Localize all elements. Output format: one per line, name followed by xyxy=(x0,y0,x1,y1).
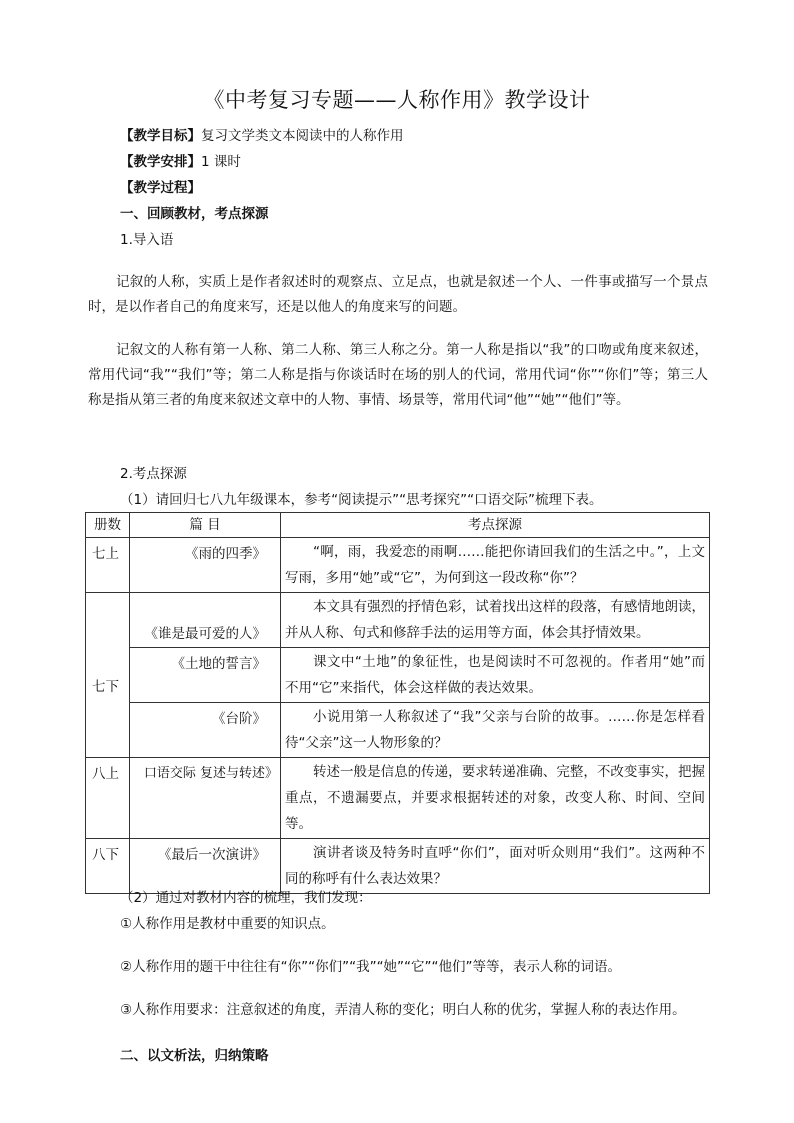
header-title: 篇 目 xyxy=(130,513,281,538)
table-header-row xyxy=(86,513,710,538)
intro-paragraph-1: 记叙的人称，实质上是作者叙述时的观察点、立足点，也就是叙述一个人、一件事或描写一个景点时，是以作者自己的角度来写，还是以他人的角度来写的问题。 xyxy=(88,274,708,315)
lesson-title-cell: 《土地的誓言》 xyxy=(130,648,281,703)
grade-cell: 八下 xyxy=(86,839,130,894)
exam-source-cell: 转述一般是信息的传递，要求转递准确、完整，不改变事实，把握重点，不遗漏要点，并要求根据转述的对象，改变人称、时间、空间等。 xyxy=(281,758,710,839)
finding-2: ②人称作用的题干中往往有“你”“你们”“我”“她”“它”“他们”等等，表示人称的词语。 xyxy=(120,959,622,975)
plan-line xyxy=(120,150,241,170)
grade-cell: 七上 xyxy=(86,538,130,593)
page-title: 《中考复习专题——人称作用》教学设计 xyxy=(203,88,591,112)
grade-cell: 八上 xyxy=(86,758,130,839)
table-row xyxy=(86,538,710,593)
grade-cell: 七下 xyxy=(86,593,130,758)
table-row xyxy=(86,593,710,648)
section-heading-1: 一、回顾教材，考点探源 xyxy=(120,206,269,222)
finding-1: ①人称作用是教材中重要的知识点。 xyxy=(120,916,335,932)
lesson-title-cell: 《雨的四季》 xyxy=(130,538,281,593)
exam-source-cell: 小说用第一人称叙述了“我”父亲与台阶的故事。……你是怎样看待“父亲”这一人物形象的？ xyxy=(281,703,710,758)
textbook-table xyxy=(85,512,710,894)
plan-text: 1 课时 xyxy=(201,154,241,170)
table-row xyxy=(86,648,710,703)
header-volume: 册数 xyxy=(86,513,130,538)
lesson-title-cell: 《谁是最可爱的人》 xyxy=(130,593,281,648)
exam-source-cell: 本文具有强烈的抒情色彩，试着找出这样的段落，有感情地朗读，并从人称、句式和修辞手法的运用等方面，体会其抒情效果。 xyxy=(281,593,710,648)
lesson-title-cell: 口语交际 复述与转述》 xyxy=(130,758,281,839)
goal-label: 【教学目标】 xyxy=(120,128,201,144)
finding-3: ③人称作用要求：注意叙述的角度，弄清人称的变化；明白人称的优劣，掌握人称的表达作用。 xyxy=(120,1002,686,1018)
exam-source-cell: 课文中“土地”的象征性，也是阅读时不可忽视的。作者用“她”而不用“它”来指代，体会这样做的表达效果。 xyxy=(281,648,710,703)
goal-text: 复习文学类文本阅读中的人称作用 xyxy=(201,128,404,144)
subheading-exam-source: 2.考点探源 xyxy=(120,466,187,482)
header-exam-source: 考点探源 xyxy=(281,513,710,538)
table-row xyxy=(86,703,710,758)
task-1: （1）请回归七八九年级课本，参考“阅读提示”“思考探究”“口语交际”梳理下表。 xyxy=(120,492,603,508)
plan-label: 【教学安排】 xyxy=(120,154,201,170)
subheading-intro: 1.导入语 xyxy=(120,232,174,248)
table-row xyxy=(86,758,710,839)
task-2: （2）通过对教材内容的梳理，我们发现： xyxy=(120,890,372,906)
exam-source-cell: “啊，雨，我爱恋的雨啊……能把你请回我们的生活之中。”，上文写雨，多用“她”或“它”，为何到这一段改称“你”？ xyxy=(281,538,710,593)
lesson-title-cell: 《最后一次演讲》 xyxy=(130,839,281,894)
exam-source-cell: 演讲者谈及特务时直呼“你们”，面对听众则用“我们”。这两种不同的称呼有什么表达效果？ xyxy=(281,839,710,894)
intro-paragraph-2: 记叙文的人称有第一人称、第二人称、第三人称之分。第一人称是指以“我”的口吻或角度来叙述，常用代词“我”“我们”等；第二人称是指与你谈话时在场的别人的代词，常用代词“你”“你们”等；第三人称是指从第三者的角度来叙述文章中的人物、事情、场景等，常用代词“他”“她”“他们”等。 xyxy=(88,342,708,408)
lesson-title-cell: 《台阶》 xyxy=(130,703,281,758)
section-heading-2: 二、以文析法，归纳策略 xyxy=(120,1048,269,1064)
process-label: 【教学过程】 xyxy=(120,180,201,196)
goal-line xyxy=(120,124,404,144)
